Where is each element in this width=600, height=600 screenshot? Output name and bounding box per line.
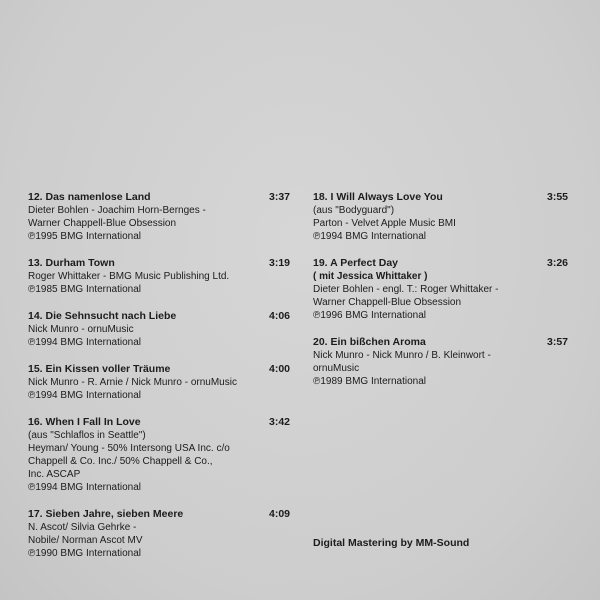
track-credit-line: (aus "Bodyguard") (313, 205, 395, 216)
track-title: 14. Die Sehnsucht nach Liebe (28, 310, 177, 322)
track-credit-line: Parton - Velvet Apple Music BMI (313, 218, 456, 229)
track-entry (28, 191, 290, 243)
track-entry (28, 257, 290, 296)
track-credit-line: ℗1996 BMG International (313, 310, 426, 321)
track-header (313, 191, 568, 204)
track-credit-line: ℗1994 BMG International (28, 337, 141, 348)
track-credit-line: N. Ascot/ Silvia Gehrke - (28, 522, 137, 533)
track-entry (313, 257, 568, 322)
track-title: 18. I Will Always Love You (313, 191, 443, 203)
track-title: 19. A Perfect Day (313, 257, 399, 269)
track-credit-line: Nick Munro - ornuMusic (28, 324, 134, 335)
track-credit-line: ℗1994 BMG International (313, 231, 426, 242)
track-header (28, 191, 290, 204)
track-list-right (313, 191, 568, 402)
track-duration: 3:55 (546, 191, 568, 203)
track-header (313, 257, 568, 270)
track-credit-line: Warner Chappell-Blue Obsession (313, 297, 462, 308)
track-list-left (28, 191, 290, 574)
track-duration: 3:26 (546, 257, 568, 269)
track-credit-line: Heyman/ Young - 50% Intersong USA Inc. c/o (28, 443, 230, 454)
track-credit-line: Nobile/ Norman Ascot MV (28, 535, 143, 546)
track-credit-line: Nick Munro - Nick Munro / B. Kleinwort - (313, 350, 491, 361)
track-credit-line: Dieter Bohlen - engl. T.: Roger Whittaker - (313, 284, 499, 295)
track-duration: 3:37 (268, 191, 290, 203)
track-title: 13. Durham Town (28, 257, 115, 269)
track-credit-line: ℗1985 BMG International (28, 284, 141, 295)
track-entry (28, 310, 290, 349)
track-title: 20. Ein bißchen Aroma (313, 336, 426, 348)
track-credit-line: Chappell & Co. Inc./ 50% Chappell & Co., (28, 456, 213, 467)
track-header (28, 363, 290, 376)
track-entry (28, 508, 290, 560)
track-credit-line: ℗1994 BMG International (28, 390, 141, 401)
track-title: 17. Sieben Jahre, sieben Meere (28, 508, 184, 520)
track-credit-line: ℗1990 BMG International (28, 548, 141, 559)
track-credit-line: Dieter Bohlen - Joachim Horn-Bernges - (28, 205, 206, 216)
track-credit-line: Nick Munro - R. Arnie / Nick Munro - ornuMusic (28, 377, 237, 388)
track-title: 12. Das namenlose Land (28, 191, 151, 203)
track-header (28, 310, 290, 323)
track-credit-line: ornuMusic (313, 363, 360, 374)
track-entry (313, 336, 568, 388)
track-duration: 3:19 (268, 257, 290, 269)
track-duration: 4:00 (268, 363, 290, 375)
track-credit-line: ℗1989 BMG International (313, 376, 426, 387)
track-duration: 4:09 (268, 508, 290, 520)
track-credit-line: Roger Whittaker - BMG Music Publishing Ltd. (28, 271, 230, 282)
track-credit-line: ℗1994 BMG International (28, 482, 141, 493)
track-credit-line: ( mit Jessica Whittaker ) (313, 271, 428, 282)
mastering-credit: Digital Mastering by MM-Sound (313, 537, 470, 549)
track-credit-line: ℗1995 BMG International (28, 231, 141, 242)
track-credit-line: Warner Chappell-Blue Obsession (28, 218, 177, 229)
track-entry (28, 363, 290, 402)
track-duration: 4:06 (268, 310, 290, 322)
track-header (313, 336, 568, 349)
track-title: 16. When I Fall In Love (28, 416, 141, 428)
track-entry (28, 416, 290, 494)
track-entry (313, 191, 568, 243)
track-header (28, 416, 290, 429)
track-credit-line: (aus "Schlaflos in Seattle") (28, 430, 146, 441)
track-title: 15. Ein Kissen voller Träume (28, 363, 171, 375)
track-header (28, 508, 290, 521)
track-credit-line: Inc. ASCAP (28, 469, 81, 480)
track-header (28, 257, 290, 270)
track-duration: 3:42 (268, 416, 290, 428)
track-duration: 3:57 (546, 336, 568, 348)
